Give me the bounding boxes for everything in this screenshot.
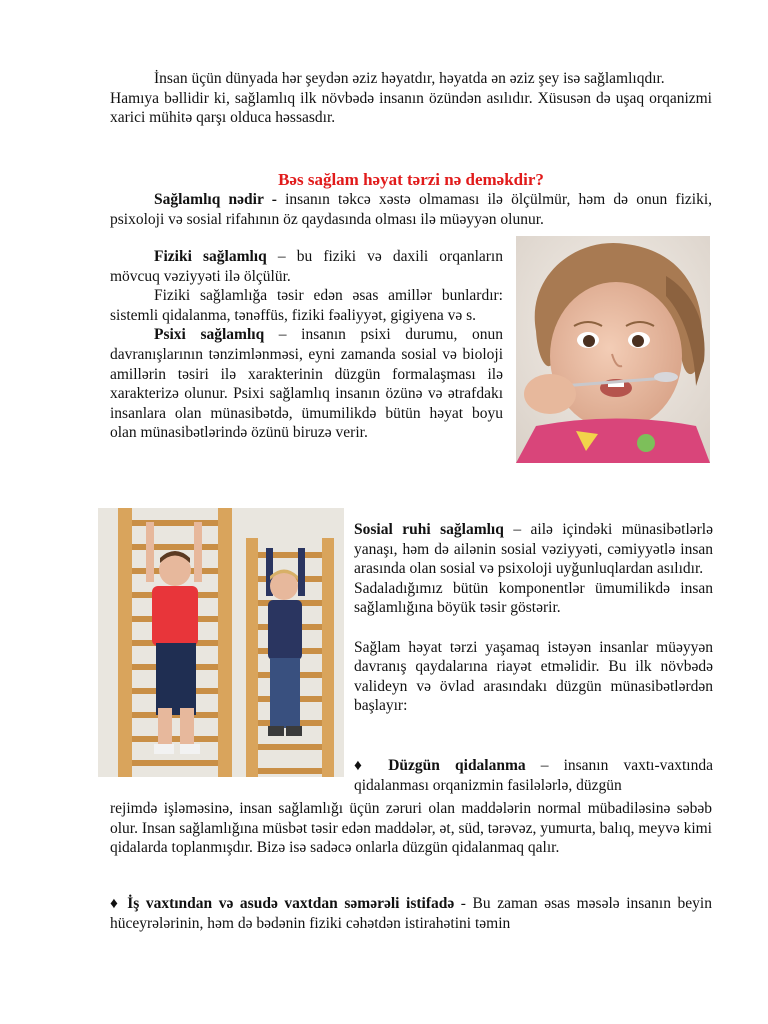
intro-paragraph-2: Hamıya bəllidir ki, sağlamlıq ilk növbədə insanın özündən asılıdır. Xüsusən də uşaq orqanizmi xarici mühitə qarşı olduca həssasdır. <box>110 89 712 127</box>
nutrition-bullet: ♦ <box>354 757 389 774</box>
physical-health-term: Fiziki sağlamlıq <box>154 248 267 265</box>
health-definition-section <box>110 190 712 229</box>
nutrition-text-a: – insanın vaxtı-vaxtında qidalanması orqanizmin fasilələrlə, düzgün <box>354 757 713 794</box>
social-section <box>354 520 713 716</box>
nutrition-continuation <box>110 799 712 858</box>
section-heading: Bəs sağlam həyat tərzi nə deməkdir? <box>278 170 544 189</box>
rest-term: İş vaxtından və asudə vaxtdan səmərəli istifadə <box>127 895 455 912</box>
intro-paragraph-1: İnsan üçün dünyada hər şeydən əziz həyatdır, həyatda ən əziz şey isə sağlamlıqdır. <box>154 70 665 87</box>
rest-text: - Bu zaman əsas məsələ insanın beyin hüceyrələrinin, həm də bədənin fiziki cəhətdən istirahətini təmin <box>110 895 712 932</box>
intro-section <box>110 69 712 128</box>
health-definition-text: insanın təkcə xəstə olmaması ilə ölçülmür, həm də onun fiziki, psixoloji və sosial rifahının öz qaydasında olması ilə müəyyən olunur. <box>110 191 712 228</box>
mental-health-paragraph <box>110 325 503 443</box>
nutrition-paragraph: rejimdə işləməsinə, insan sağlamlığı üçün zəruri olan maddələrin normal mübadiləsinə səbəb olur. Insan sağlamlığına müsbət təsir edən maddələr, ət, süd, tərəvəz, yumurta, balıq, meyvə kimi qidalarda toplanmışdır. Bizə isə sadəcə onlarla düzgün qidalanmaq qalır. <box>110 800 712 857</box>
social-health-paragraph <box>354 520 713 579</box>
summary-paragraph: Sadaladığımız bütün komponentlər ümumilikdə insan sağlamlığına böyük təsir göstərir. <box>354 579 713 617</box>
physical-mental-section <box>110 247 503 443</box>
health-definition-paragraph <box>110 190 712 229</box>
rest-paragraph <box>110 894 712 933</box>
rest-bullet: ♦ <box>110 895 128 912</box>
child-eating-photo <box>516 236 710 463</box>
rules-paragraph: Sağlam həyat tərzi yaşamaq istəyən insanlar müəyyən davranış qaydalarına riayət etməlidir. Bu ilk növbədə valideyn və övlad arasındakı düzgün münasibətlərdən başlayır: <box>354 638 713 715</box>
nutrition-term: Düzgün qidalanma <box>388 757 526 774</box>
social-health-text: – ailə içindəki münasibətlərlə yanaşı, həm də ailənin sosial vəziyyəti, cəmiyyətlə insan arasında olan sosial və psixoloji uyğunluqlardan asılıdır. <box>354 521 713 578</box>
wall-bars-photo <box>98 508 344 777</box>
physical-health-paragraph <box>110 247 503 286</box>
nutrition-intro <box>354 756 713 795</box>
health-definition-term: Sağlamlıq nədir - <box>154 191 286 208</box>
social-health-term: Sosial ruhi sağlamlıq <box>354 521 504 538</box>
nutrition-first-lines <box>354 756 713 795</box>
mental-health-text: – insanın psixi durumu, onun davranışlarının tənzimlənməsi, eyni zamanda sosial və bioloji amillərin təsiri ilə xarakterinin düzgün formalaşması ilə xarakterizə olunur. Psixi sağlamlıq insanın özünə və ətrafdakı insanlara olan münasibətdə, ümumilikdə bütün həyat boyu olan münasibətlərində özünü biruzə verir. <box>110 326 503 442</box>
rest-section <box>110 894 712 933</box>
physical-health-text: – bu fiziki və daxili orqanların mövcuq vəziyyəti ilə ölçülür. <box>110 248 503 285</box>
physical-factors-paragraph: Fiziki sağlamlığa təsir edən əsas amillər bunlardır: sistemli qidalanma, tənəffüs, fiziki fəaliyyət, gigiyena və s. <box>110 287 503 324</box>
mental-health-term: Psixi sağlamlıq <box>154 326 265 344</box>
